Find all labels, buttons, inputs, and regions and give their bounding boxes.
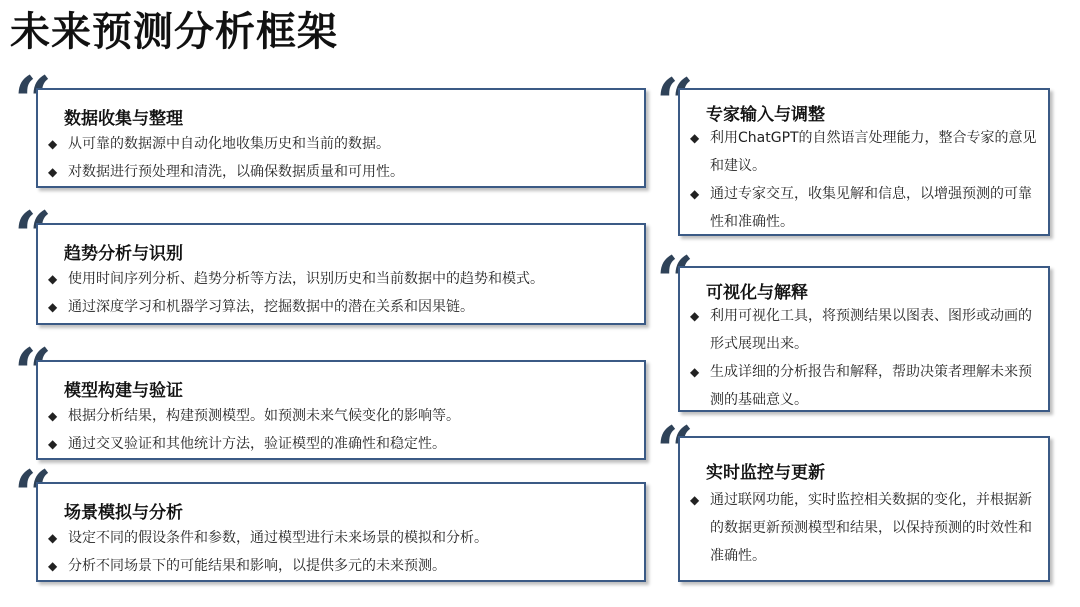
bullet-item: ◆ 利用ChatGPT的自然语言处理能力，整合专家的意见和建议。 bbox=[688, 124, 1040, 180]
section-title: 场景模拟与分析 bbox=[64, 503, 183, 523]
section-title: 趋势分析与识别 bbox=[64, 244, 183, 264]
section-title: 模型构建与验证 bbox=[64, 381, 183, 401]
section-title: 专家输入与调整 bbox=[706, 105, 825, 125]
bullet-item: ◆ 生成详细的分析报告和解释，帮助决策者理解未来预测的基础意义。 bbox=[688, 358, 1040, 414]
bullet-item: ◆ 对数据进行预处理和清洗，以确保数据质量和可用性。 bbox=[46, 158, 636, 186]
bullet-item: ◆ 通过深度学习和机器学习算法，挖掘数据中的潜在关系和因果链。 bbox=[46, 293, 636, 321]
section-title: 数据收集与整理 bbox=[64, 109, 183, 129]
bullet-item: ◆ 设定不同的假设条件和参数，通过模型进行未来场景的模拟和分析。 bbox=[46, 524, 636, 552]
section-card-visualization bbox=[678, 266, 1050, 412]
bullet-item: ◆ 使用时间序列分析、趋势分析等方法，识别历史和当前数据中的趋势和模式。 bbox=[46, 265, 636, 293]
bullet-list bbox=[688, 124, 1040, 236]
bullet-item: ◆ 通过专家交互，收集见解和信息，以增强预测的可靠性和准确性。 bbox=[688, 180, 1040, 236]
bullet-list bbox=[46, 524, 636, 580]
section-card-trend-analysis bbox=[36, 223, 646, 325]
bullet-item: ◆ 通过联网功能，实时监控相关数据的变化，并根据新的数据更新预测模型和结果，以保持预测的时效性和准确性。 bbox=[688, 486, 1040, 570]
section-title: 实时监控与更新 bbox=[706, 463, 825, 483]
section-card-data-collection bbox=[36, 88, 646, 188]
section-card-model-building bbox=[36, 360, 646, 460]
bullet-list bbox=[46, 265, 636, 321]
bullet-item: ◆ 分析不同场景下的可能结果和影响，以提供多元的未来预测。 bbox=[46, 552, 636, 580]
section-card-realtime-monitoring bbox=[678, 436, 1050, 582]
section-card-scenario-simulation bbox=[36, 482, 646, 582]
bullet-item: ◆ 通过交叉验证和其他统计方法，验证模型的准确性和稳定性。 bbox=[46, 430, 636, 458]
bullet-item: ◆ 根据分析结果，构建预测模型。如预测未来气候变化的影响等。 bbox=[46, 402, 636, 430]
section-card-expert-input bbox=[678, 88, 1050, 236]
bullet-list bbox=[46, 130, 636, 186]
bullet-list bbox=[688, 486, 1040, 570]
bullet-item: ◆ 利用可视化工具，将预测结果以图表、图形或动画的形式展现出来。 bbox=[688, 302, 1040, 358]
bullet-list bbox=[688, 302, 1040, 414]
bullet-list bbox=[46, 402, 636, 458]
bullet-item: ◆ 从可靠的数据源中自动化地收集历史和当前的数据。 bbox=[46, 130, 636, 158]
section-title: 可视化与解释 bbox=[706, 283, 808, 303]
page-title: 未来预测分析框架 bbox=[10, 9, 338, 55]
